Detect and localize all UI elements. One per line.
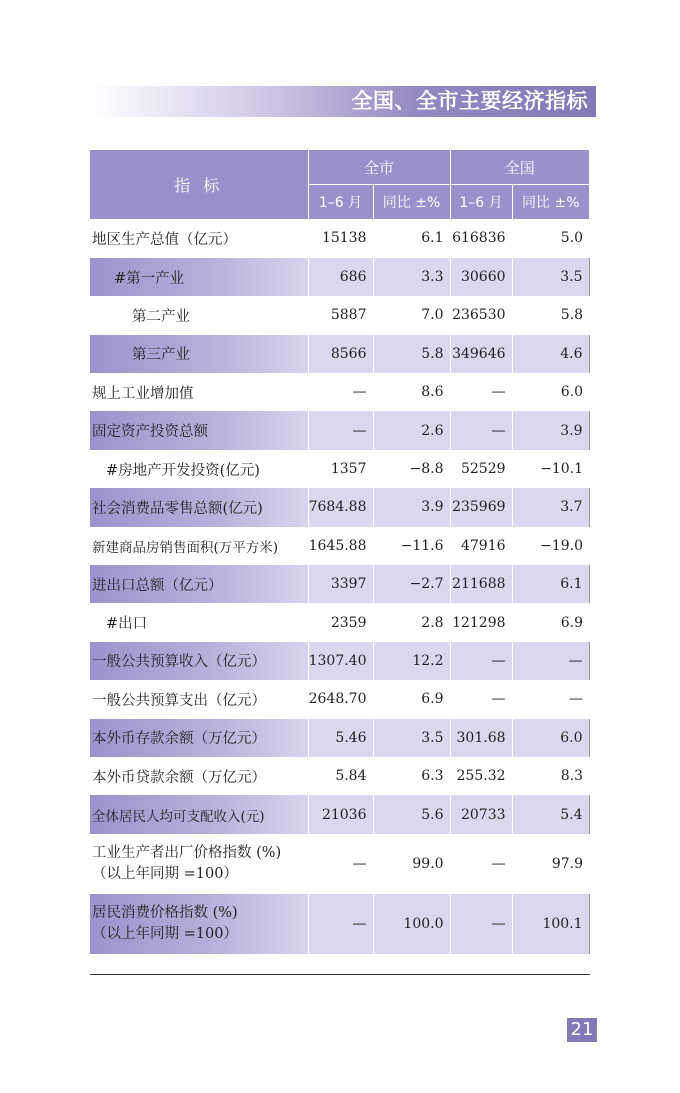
row-name-line1: 工业生产者出厂价格指数 (%) [92, 844, 282, 861]
header-city: 全市 [308, 150, 450, 185]
nation-yoy: 3.7 [512, 488, 589, 526]
city-yoy: 5.8 [373, 335, 450, 373]
nation-value: 349646 [450, 335, 512, 373]
nation-value: 30660 [450, 258, 512, 296]
header-nation-yoy: 同比 ±% [512, 185, 589, 220]
row-name: 本外币贷款余额（万亿元） [92, 769, 266, 786]
city-value: — [308, 411, 373, 449]
row-name: 新建商品房销售面积(万平方米) [92, 539, 279, 556]
table-row [90, 795, 589, 833]
city-yoy: 6.1 [373, 219, 450, 258]
nation-value: 211688 [450, 565, 512, 603]
nation-value: — [450, 894, 512, 954]
table-row [90, 680, 589, 718]
city-value: — [308, 834, 373, 894]
header-city-yoy: 同比 ±% [373, 185, 450, 220]
city-value: — [308, 373, 373, 411]
nation-value: — [450, 373, 512, 411]
header-city-period: 1–6 月 [308, 185, 373, 220]
indicator-table [90, 150, 590, 954]
nation-yoy: 6.0 [512, 719, 589, 757]
nation-yoy: −19.0 [512, 527, 589, 565]
city-yoy: 2.6 [373, 411, 450, 449]
city-yoy: 8.6 [373, 373, 450, 411]
city-value: 2359 [308, 603, 373, 641]
nation-value: 236530 [450, 296, 512, 334]
title-banner [90, 86, 596, 117]
page-number: 21 [567, 1018, 597, 1042]
table-row [90, 719, 589, 757]
header-row-1 [90, 150, 589, 185]
nation-yoy: 8.3 [512, 757, 589, 795]
table-row [90, 373, 589, 411]
nation-yoy: 6.9 [512, 603, 589, 641]
city-yoy: 6.9 [373, 680, 450, 718]
nation-yoy: 4.6 [512, 335, 589, 373]
row-name: 全体居民人均可支配收入(元) [90, 795, 308, 833]
nation-yoy: 5.8 [512, 296, 589, 334]
table-row [90, 258, 589, 296]
city-value: 5.84 [308, 757, 373, 795]
nation-value: 20733 [450, 795, 512, 833]
city-value: 8566 [308, 335, 373, 373]
nation-value: — [450, 680, 512, 718]
nation-value: 47916 [450, 527, 512, 565]
city-value: 7684.88 [308, 488, 373, 526]
city-value: 21036 [308, 795, 373, 833]
row-name-line2: （以上年同期 =100） [92, 865, 238, 882]
table-row [90, 488, 589, 526]
city-value: 5.46 [308, 719, 373, 757]
row-name: 规上工业增加值 [92, 385, 194, 402]
nation-yoy: 100.1 [512, 894, 589, 954]
city-yoy: 12.2 [373, 642, 450, 680]
city-value: 5887 [308, 296, 373, 334]
nation-yoy: 6.0 [512, 373, 589, 411]
header-nation: 全国 [450, 150, 589, 185]
row-name: 固定资产投资总额 [90, 411, 308, 449]
row-name: 一般公共预算支出（亿元） [92, 692, 266, 709]
nation-yoy: 3.9 [512, 411, 589, 449]
table-row [90, 527, 589, 565]
row-name: 一般公共预算收入（亿元） [90, 642, 308, 680]
nation-yoy: 97.9 [512, 834, 589, 894]
row-name: 第二产业 [132, 308, 190, 325]
table-row [90, 296, 589, 334]
header-nation-period: 1–6 月 [450, 185, 512, 220]
city-yoy: 2.8 [373, 603, 450, 641]
nation-yoy: — [512, 642, 589, 680]
city-yoy: 6.3 [373, 757, 450, 795]
row-name: #房地产开发投资(亿元) [106, 462, 260, 479]
nation-value: 301.68 [450, 719, 512, 757]
city-yoy: 100.0 [373, 894, 450, 954]
city-value: 15138 [308, 219, 373, 258]
city-yoy: 5.6 [373, 795, 450, 833]
row-name [90, 834, 308, 894]
city-yoy: 3.9 [373, 488, 450, 526]
nation-value: — [450, 834, 512, 894]
nation-value: 235969 [450, 488, 512, 526]
row-name: 进出口总额（亿元） [90, 565, 308, 603]
table-row [90, 335, 589, 373]
nation-yoy: — [512, 680, 589, 718]
table-row [90, 834, 589, 894]
table-row [90, 565, 589, 603]
row-name: #第一产业 [90, 258, 308, 296]
bottom-divider [90, 974, 590, 975]
city-yoy: −11.6 [373, 527, 450, 565]
row-name [90, 894, 308, 954]
row-name: 第三产业 [90, 335, 308, 373]
city-yoy: 3.5 [373, 719, 450, 757]
nation-yoy: 3.5 [512, 258, 589, 296]
city-yoy: 99.0 [373, 834, 450, 894]
nation-value: 255.32 [450, 757, 512, 795]
city-yoy: −8.8 [373, 450, 450, 488]
nation-yoy: −10.1 [512, 450, 589, 488]
nation-value: 616836 [450, 219, 512, 258]
city-value: 1357 [308, 450, 373, 488]
header-indicator: 指 标 [90, 150, 308, 219]
table-row [90, 450, 589, 488]
city-yoy: 7.0 [373, 296, 450, 334]
row-name-line1: 居民消费价格指数 (%) [92, 904, 238, 921]
nation-value: — [450, 411, 512, 449]
city-value: 1307.40 [308, 642, 373, 680]
table-row [90, 642, 589, 680]
table-row [90, 603, 589, 641]
nation-value: — [450, 642, 512, 680]
table-row [90, 219, 589, 258]
table-row [90, 894, 589, 954]
row-name-line2: （以上年同期 =100） [92, 925, 238, 942]
city-value: 3397 [308, 565, 373, 603]
row-name: 社会消费品零售总额(亿元) [90, 488, 308, 526]
nation-value: 52529 [450, 450, 512, 488]
nation-value: 121298 [450, 603, 512, 641]
page-title: 全国、全市主要经济指标 [351, 89, 588, 113]
table-row [90, 757, 589, 795]
city-value: — [308, 894, 373, 954]
nation-yoy: 5.0 [512, 219, 589, 258]
row-name: 本外币存款余额（万亿元） [90, 719, 308, 757]
nation-yoy: 6.1 [512, 565, 589, 603]
table-row [90, 411, 589, 449]
city-yoy: 3.3 [373, 258, 450, 296]
row-name: #出口 [106, 616, 148, 633]
city-value: 1645.88 [308, 527, 373, 565]
city-yoy: −2.7 [373, 565, 450, 603]
nation-yoy: 5.4 [512, 795, 589, 833]
city-value: 686 [308, 258, 373, 296]
city-value: 2648.70 [308, 680, 373, 718]
row-name: 地区生产总值（亿元） [92, 232, 237, 249]
